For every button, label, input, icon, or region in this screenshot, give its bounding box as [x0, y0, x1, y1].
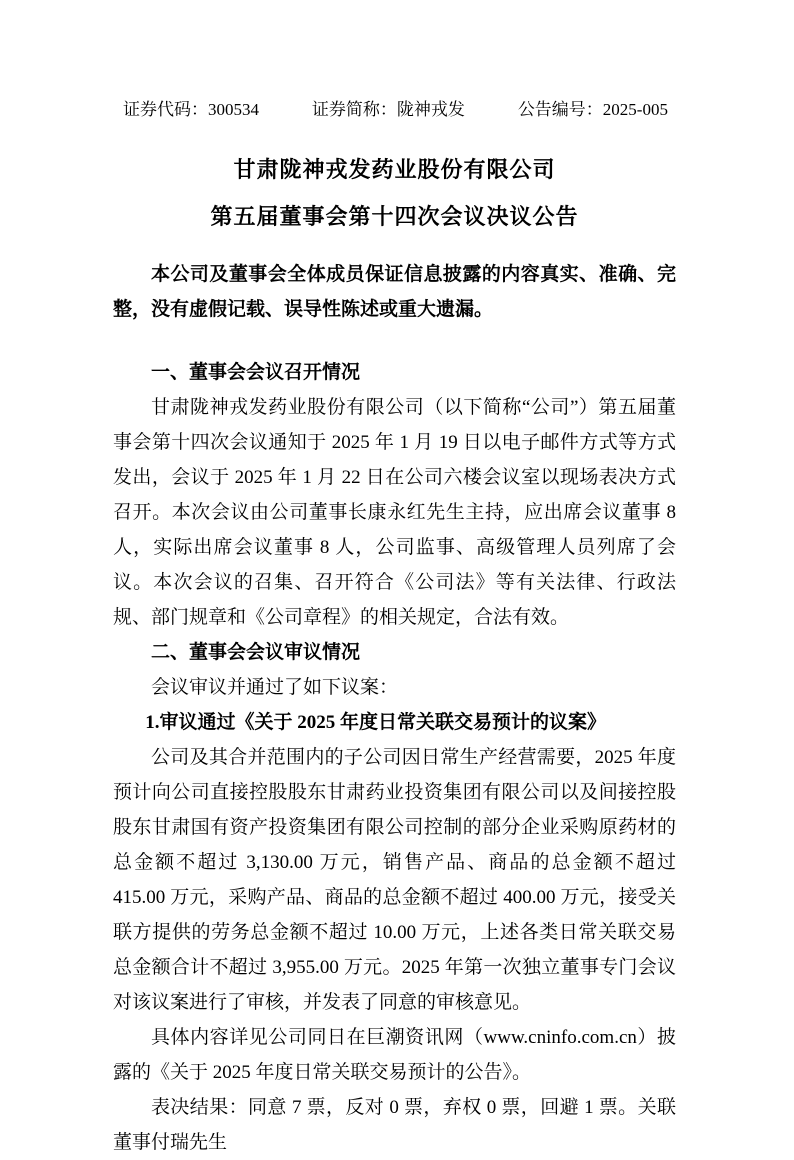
company-name-title-line: 甘肃陇神戎发药业股份有限公司	[233, 157, 556, 182]
disclosure-statement: 本公司及董事会全体成员保证信息披露的内容真实、准确、完整，没有虚假记载、误导性陈述或重大遗漏。	[113, 264, 676, 320]
proposal-1-disclosure: 具体内容详见公司同日在巨潮资讯网（www.cninfo.com.cn）披露的《关于 2025 年度日常关联交易预计的公告》。	[113, 1027, 676, 1083]
section-2-heading: 二、董事会会议审议情况	[151, 642, 361, 663]
announcement-number: 公告编号：2025-005	[517, 100, 668, 119]
stock-code: 证券代码：300534	[123, 100, 259, 119]
section-1-paragraph: 甘肃陇神戎发药业股份有限公司（以下简称“公司”）第五届董事会第十四次会议通知于 2025 年 1 月 19 日以电子邮件方式等方式发出，会议于 2025 年 1 月 22 日在公司六楼会议室以现场表决方式召开。本次会议由公司董事长康永红先生主持，应出席会议董事 8 人，实际出席会议董事 8 人，公司监事、高级管理人员列席了会议。本次会议的召集、召开符合《公司法》等有关法律、行政法规、部门规章和《公司章程》的相关规定，合法有效。	[113, 397, 676, 628]
section-2-intro: 会议审议并通过了如下议案：	[151, 677, 399, 698]
document-header	[113, 97, 676, 122]
document-title	[113, 146, 676, 240]
proposal-1-vote-result: 表决结果：同意 7 票，反对 0 票，弃权 0 票，回避 1 票。关联董事付瑞先生	[113, 1097, 676, 1153]
stock-short-name: 证券简称：陇神戎发	[311, 100, 465, 119]
proposal-1-heading: 1.审议通过《关于 2025 年度日常关联交易预计的议案》	[145, 712, 607, 733]
proposal-1-paragraph: 公司及其合并范围内的子公司因日常生产经营需要，2025 年度预计向公司直接控股股东甘肃药业投资集团有限公司以及间接控股股东甘肃国有资产投资集团有限公司控制的部分企业采购原药材的总金额不超过 3,130.00 万元，销售产品、商品的总金额不超过 415.00 万元，采购产品、商品的总金额不超过 400.00 万元，接受关联方提供的劳务总金额不超过 10.00 万元，上述各类日常关联交易总金额合计不超过 3,955.00 万元。2025 年第一次独立董事专门会议对该议案进行了审核，并发表了同意的审核意见。	[113, 747, 676, 1013]
meeting-resolution-title-line: 第五届董事会第十四次会议决议公告	[210, 204, 579, 229]
section-1-heading: 一、董事会会议召开情况	[151, 362, 361, 383]
